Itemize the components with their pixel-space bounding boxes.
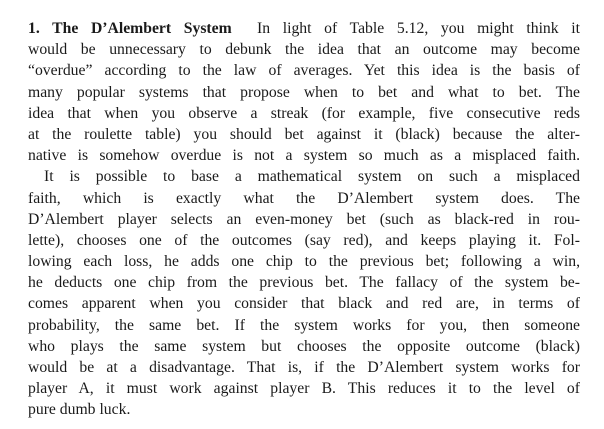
text-line: player A, it must work against player B. This reduces it to the level of [28,380,580,398]
text-line: probability, the same bet. If the system works for you, then someone [28,316,580,334]
text-line: would be at a disadvantage. That is, if the D’Alembert system works for [28,359,580,376]
text-line: who plays the same system but chooses the opposite outcome (black) [28,337,580,355]
text-line: D’Alembert player selects an even-money bet (such as black-red in rou- [28,210,580,228]
text-line: many popular systems that propose when to bet and what to bet. The [28,83,580,101]
text-line: would be unnecessary to debunk the idea that an outcome may become [28,41,580,59]
section-heading: 1. The D’Alembert System [28,20,232,37]
line-text: In light of Table 5.12, you might think it [257,20,580,37]
text-line [28,18,580,39]
text-line: faith, which is exactly what the D’Alembert system does. The [28,189,580,207]
text-line: at the roulette table) you should bet against it (black) because the alter- [28,125,580,143]
text-line: lette), chooses one of the outcomes (say red), and keeps playing it. Fol- [28,231,580,249]
text-line: native is somehow overdue is not a system so much as a misplaced faith. [28,147,580,165]
line-text: It is possible to base a mathematical system on such a misplaced [44,168,580,186]
text-line: pure dumb luck. [28,401,131,419]
text-line: comes apparent when you consider that black and red are, in terms of [28,295,580,313]
text-line: he deducts one chip from the previous bet. The fallacy of the system be- [28,274,580,292]
text-line: idea that when you observe a streak (for example, five consecutive reds [28,104,580,122]
section-text [28,18,580,421]
text-line: “overdue” according to the law of averages. Yet this idea is the basis of [28,62,580,80]
text-line: lowing each loss, he adds one chip to the previous bet; following a win, [28,253,580,271]
text-line [28,166,580,187]
